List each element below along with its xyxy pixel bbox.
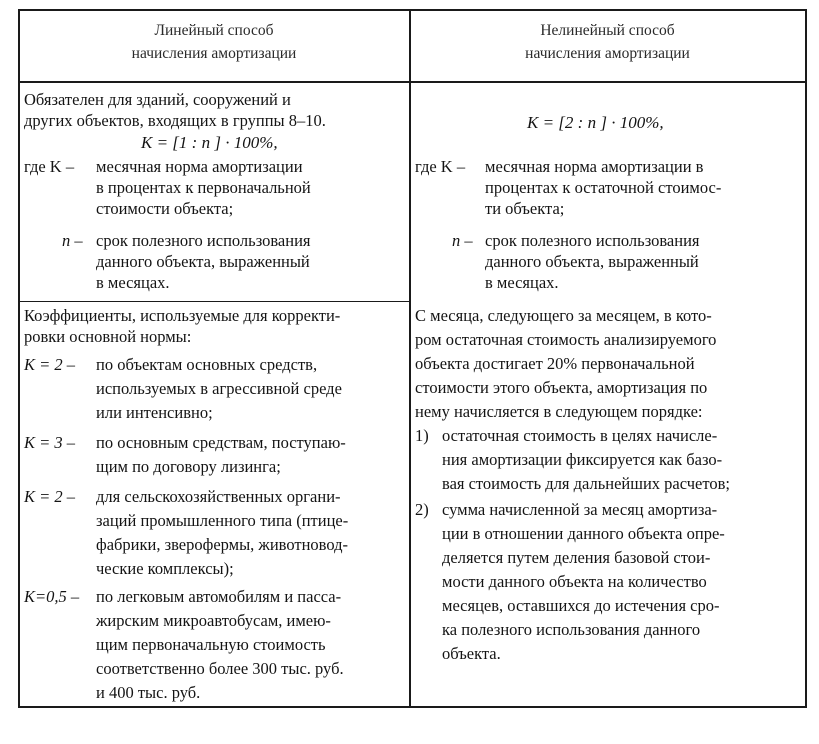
right-item1-number: 1) <box>415 426 429 445</box>
header-right-line1: Нелинейный способ <box>540 22 675 39</box>
left-where-K: где K – <box>24 157 75 176</box>
right-item2-line1: сумма начисленной за месяц амортиза- <box>442 500 718 519</box>
left-intro-line2: других объектов, входящих в группы 8–10. <box>24 111 326 130</box>
left-intro-line1: Обязателен для зданий, сооружений и <box>24 90 291 109</box>
coef-4-key: K=0,5 – <box>24 587 80 606</box>
left-n-def-1: срок полезного использования <box>96 231 311 250</box>
right-para-line3: объекта достигает 20% первоначальной <box>415 354 695 373</box>
table-top-border <box>18 9 806 11</box>
coef-4-line5: и 400 тыс. руб. <box>96 683 201 702</box>
column-divider <box>409 9 411 708</box>
left-K-def-1: месячная норма амортизации <box>96 157 303 176</box>
coef-3-line4: ческие комплексы); <box>96 559 234 578</box>
right-item2-number: 2) <box>415 500 429 519</box>
left-formula: K = [1 : n ] · 100%, <box>141 133 278 152</box>
left-n-def-2: данного объекта, выраженный <box>96 252 310 271</box>
left-n-def-3: в месяцах. <box>96 273 170 292</box>
coef-2-line2: щим по договору лизинга; <box>96 457 281 476</box>
coef-1-line1: по объектам основных средств, <box>96 355 318 374</box>
left-K-def-2: в процентах к первоначальной <box>96 178 311 197</box>
coef-3-line1: для сельскохозяйственных органи- <box>96 487 341 506</box>
coef-4-line4: соответственно более 300 тыс. руб. <box>96 659 344 678</box>
right-para-line5: нему начисляется в следующем порядке: <box>415 402 703 421</box>
coef-1-line2: используемых в агрессивной среде <box>96 379 342 398</box>
right-n-def-1: срок полезного использования <box>485 231 700 250</box>
coef-2-key: K = 3 – <box>24 433 76 452</box>
coef-1-key: K = 2 – <box>24 355 76 374</box>
right-item2-line2: ции в отношении данного объекта опре- <box>442 524 725 543</box>
coef-3-line2: заций промышленного типа (птице- <box>96 511 349 530</box>
right-n-def-2: данного объекта, выраженный <box>485 252 699 271</box>
coef-2-line1: по основным средствам, поступаю- <box>96 433 346 452</box>
right-item2-line3: деляется путем деления базовой стои- <box>442 548 711 567</box>
left-coef-line2: ровки основной нормы: <box>24 327 192 346</box>
header-left-line2: начисления амортизации <box>131 45 297 62</box>
right-item1-line3: вая стоимость для дальнейших расчетов; <box>442 474 730 493</box>
right-para-line4: стоимости этого объекта, амортизация по <box>415 378 708 397</box>
coef-4-line1: по легковым автомобилям и пасса- <box>96 587 342 606</box>
right-where-K: где K – <box>415 157 466 176</box>
right-para-line1: С месяца, следующего за месяцем, в кото- <box>415 306 712 325</box>
right-K-def-3: ти объекта; <box>485 199 565 218</box>
right-item2-line7: объекта. <box>442 644 501 663</box>
table-bottom-border <box>18 706 806 708</box>
right-item2-line5: месяцев, оставшихся до истечения сро- <box>442 596 720 615</box>
right-para-line2: ром остаточная стоимость анализируемого <box>415 330 717 349</box>
coef-1-line3: или интенсивно; <box>96 403 213 422</box>
right-n-def-3: в месяцах. <box>485 273 559 292</box>
left-K-def-3: стоимости объекта; <box>96 199 234 218</box>
header-right-line2: начисления амортизации <box>525 45 690 62</box>
right-item1-line2: ния амортизации фиксируется как базо- <box>442 450 723 469</box>
coef-3-key: K = 2 – <box>24 487 76 506</box>
left-section-divider <box>18 301 410 302</box>
header-bottom-border <box>18 81 806 83</box>
right-formula: K = [2 : n ] · 100%, <box>527 113 664 132</box>
left-coef-line1: Коэффициенты, используемые для корректи- <box>24 306 341 325</box>
coef-4-line2: жирским микроавтобусам, имею- <box>96 611 331 630</box>
coef-3-line3: фабрики, зверофермы, животновод- <box>96 535 348 554</box>
left-border <box>18 9 20 708</box>
right-item2-line6: ка полезного использования данного <box>442 620 701 639</box>
right-K-def-1: месячная норма амортизации в <box>485 157 704 176</box>
right-K-def-2: процентах к остаточной стоимос- <box>485 178 722 197</box>
coef-4-line3: щим первоначальную стоимость <box>96 635 326 654</box>
right-border <box>805 9 807 708</box>
left-where-n: n – <box>62 231 83 250</box>
header-left-line1: Линейный способ <box>154 22 274 39</box>
right-item2-line4: мости данного объекта на количество <box>442 572 707 591</box>
right-where-n: n – <box>452 231 473 250</box>
right-item1-line1: остаточная стоимость в целях начисле- <box>442 426 718 445</box>
